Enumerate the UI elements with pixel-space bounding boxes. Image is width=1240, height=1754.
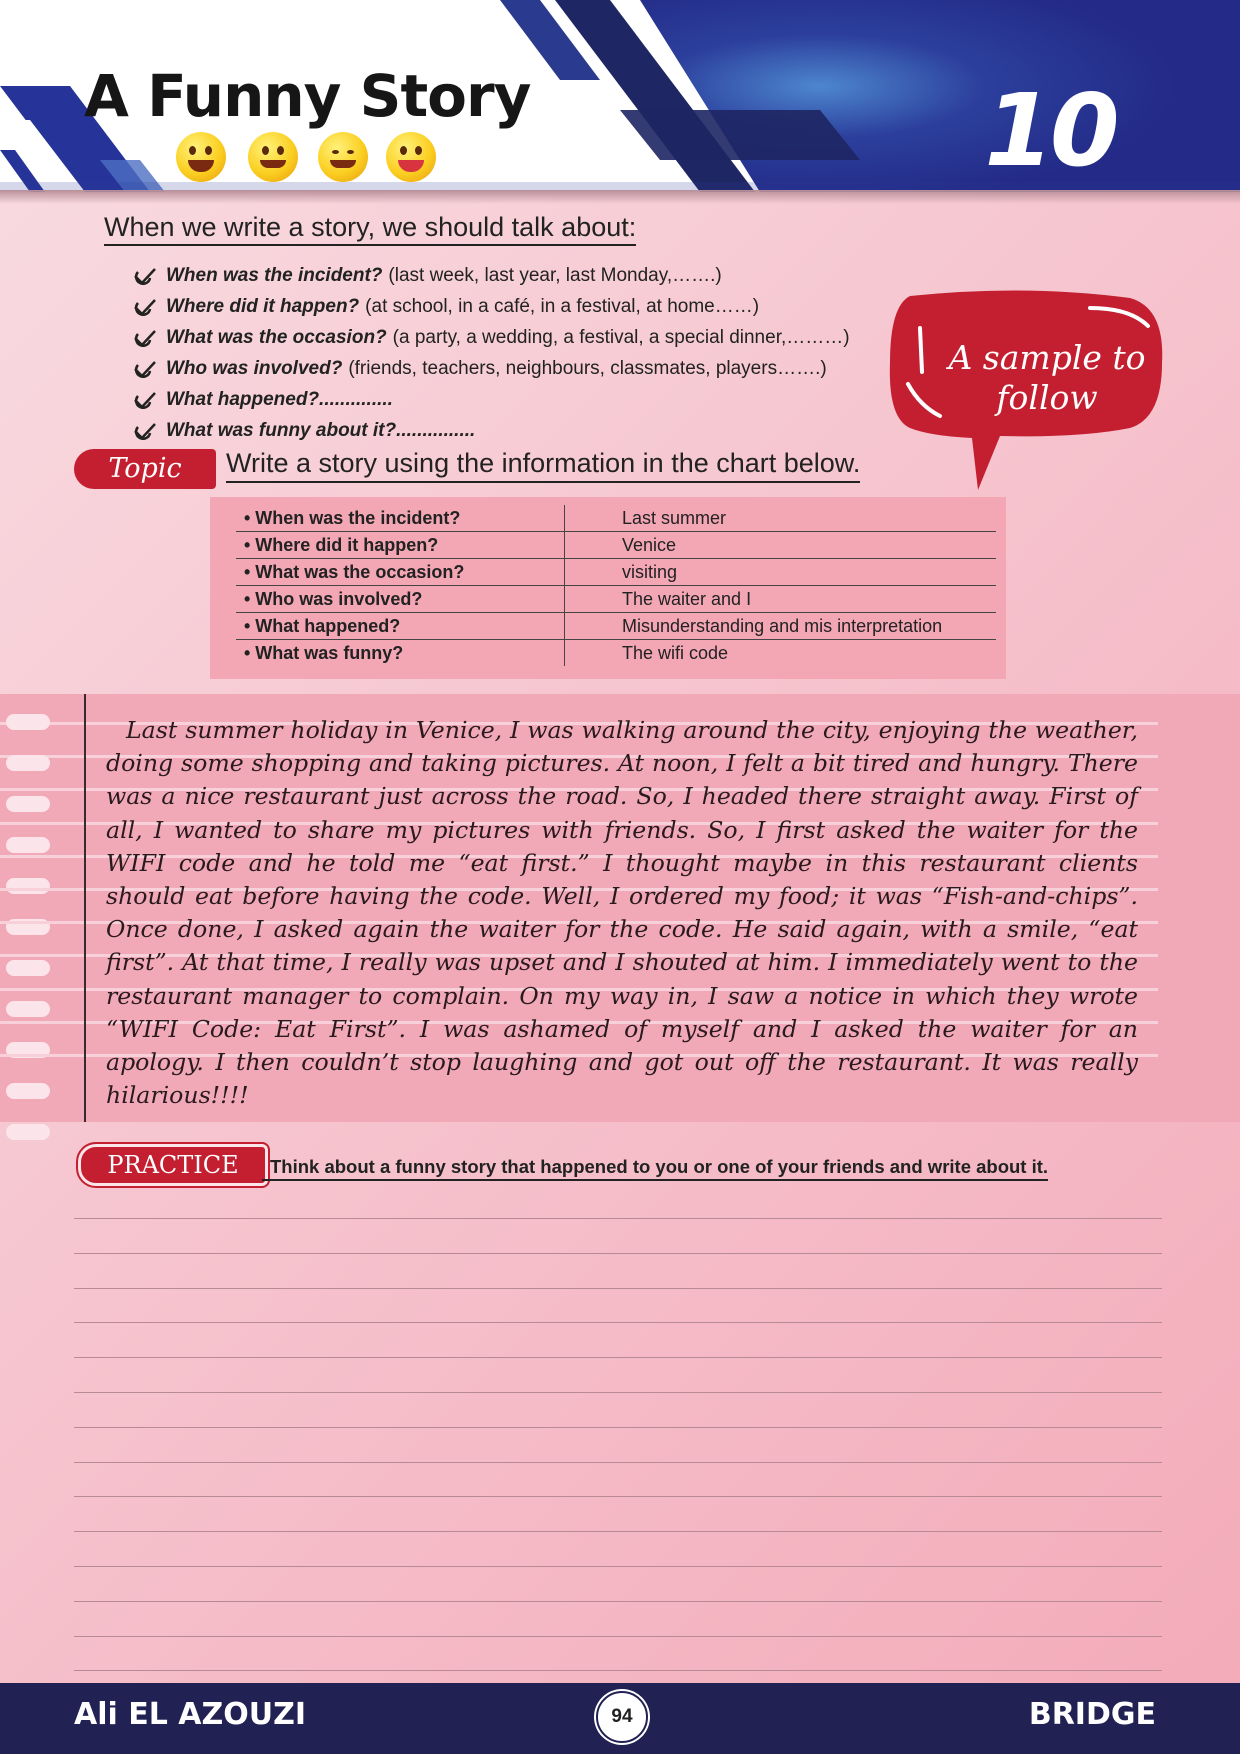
table-row: [236, 613, 996, 640]
writing-line: [74, 1566, 1162, 1567]
check-icon: [134, 298, 166, 316]
unit-number: 10: [984, 72, 1116, 189]
page-footer: [0, 1683, 1240, 1754]
binder-hole: [6, 1124, 50, 1140]
writing-line: [74, 1392, 1162, 1393]
laughing-tears-emoji-icon: [176, 132, 226, 182]
practice-tag: PRACTICE: [78, 1144, 268, 1186]
binder-hole: [6, 878, 50, 894]
binder-hole: [6, 714, 50, 730]
table-value: Last summer: [565, 505, 997, 532]
writing-line: [74, 1496, 1162, 1497]
question-text: What was funny about it?...............: [166, 419, 476, 441]
writing-line: [74, 1636, 1162, 1637]
page-header: [0, 0, 1240, 192]
check-icon: [134, 329, 166, 347]
page-number: 94: [596, 1691, 648, 1743]
binder-hole: [6, 796, 50, 812]
brand-name: BRIDGE: [1028, 1697, 1156, 1732]
list-item: [134, 415, 850, 446]
sample-bubble-line-2: follow: [996, 378, 1098, 417]
topic-instruction: Write a story using the information in the chart below.: [226, 448, 860, 483]
writing-line: [74, 1462, 1162, 1463]
tongue-out-emoji-icon: [386, 132, 436, 182]
table-row: [236, 505, 996, 532]
writing-line: [74, 1253, 1162, 1254]
table-row: [236, 586, 996, 613]
question-text: Who was involved?: [166, 357, 343, 379]
question-text: What was the occasion?: [166, 326, 387, 348]
writing-line: [74, 1531, 1162, 1532]
table-key: • Where did it happen?: [236, 532, 565, 559]
page-title: A Funny Story: [84, 62, 531, 130]
check-icon: [134, 360, 166, 378]
notebook-margin-line: [84, 694, 86, 1122]
check-icon: [134, 422, 166, 440]
question-examples: (friends, teachers, neighbours, classmates, players…….): [348, 357, 827, 379]
writing-line: [74, 1357, 1162, 1358]
list-item: [134, 260, 850, 291]
question-text: Where did it happen?: [166, 295, 360, 317]
question-text: When was the incident?: [166, 264, 383, 286]
topic-tag: Topic: [74, 449, 216, 489]
sample-bubble-line-1: A sample to: [948, 338, 1146, 377]
table-value: Venice: [565, 532, 997, 559]
writing-line: [74, 1601, 1162, 1602]
practice-instruction: Think about a funny story that happened to you or one of your friends and write about it.: [270, 1156, 1048, 1181]
table-key: • When was the incident?: [236, 505, 565, 532]
binder-hole: [6, 960, 50, 976]
list-item: [134, 353, 850, 384]
table-value: The waiter and I: [565, 586, 997, 613]
table-value: Misunderstanding and mis interpretation: [565, 613, 997, 640]
binder-hole: [6, 1083, 50, 1099]
table-key: • Who was involved?: [236, 586, 565, 613]
table-value: The wifi code: [622, 642, 729, 663]
list-item: [134, 384, 850, 415]
intro-heading: When we write a story, we should talk about:: [104, 212, 636, 246]
binder-hole: [6, 755, 50, 771]
writing-line: [74, 1670, 1162, 1671]
sample-bubble-text: [928, 338, 1166, 418]
smiling-emoji-icon: [318, 132, 368, 182]
binder-hole: [6, 837, 50, 853]
grinning-emoji-icon: [248, 132, 298, 182]
story-info-table: [236, 505, 996, 666]
writing-line: [74, 1218, 1162, 1219]
check-icon: [134, 391, 166, 409]
question-examples: (at school, in a café, in a festival, at home……): [365, 295, 760, 317]
binder-hole: [6, 1001, 50, 1017]
table-row: [236, 559, 996, 586]
list-item: [134, 322, 850, 353]
writing-line: [74, 1288, 1162, 1289]
check-icon: [134, 267, 166, 285]
header-shadow: [0, 190, 1240, 204]
author-name: Ali EL AZOUZI: [74, 1697, 307, 1732]
table-key: • What was funny?: [236, 640, 565, 667]
question-examples: (last week, last year, last Monday,…….): [388, 264, 722, 286]
list-item: [134, 291, 850, 322]
table-row: [236, 532, 996, 559]
sample-story-text: Last summer holiday in Venice, I was walking around the city, enjoying the weather, doing some shopping and taking pictures. At noon, I felt a bit tired and hungry. There was a nice restaurant just across the road. So, I headed there straight away. First of all, I wanted to share my pictures with friends. So, I first asked the waiter for the WIFI code and he told me “eat first.” I thought maybe in this restaurant clients should eat before having the code. Well, I ordered my food; it was “Fish-and-chips”. Once done, I asked again the waiter for the code. He said again, with a smile, “eat first”. At that time, I really was upset and I shouted at him. I immediately went to the restaurant manager to complain. On my way in, I saw a notice in which they wrote “WIFI Code: Eat First”. I was ashamed of myself and I asked the waiter for an apology. I then couldn’t stop laughing and got out off the restaurant. It was really hilarious!!!!: [106, 716, 1138, 1110]
writing-line: [74, 1322, 1162, 1323]
sample-story-section: [0, 694, 1240, 1122]
intro-question-list: [134, 260, 850, 446]
table-key: • What was the occasion?: [236, 559, 565, 586]
writing-line: [74, 1427, 1162, 1428]
question-text: What happened?..............: [166, 388, 393, 410]
table-value: visiting: [565, 559, 997, 586]
question-examples: (a party, a wedding, a festival, a special dinner,………): [392, 326, 850, 348]
table-key: • What happened?: [236, 613, 565, 640]
table-row: [236, 640, 996, 667]
